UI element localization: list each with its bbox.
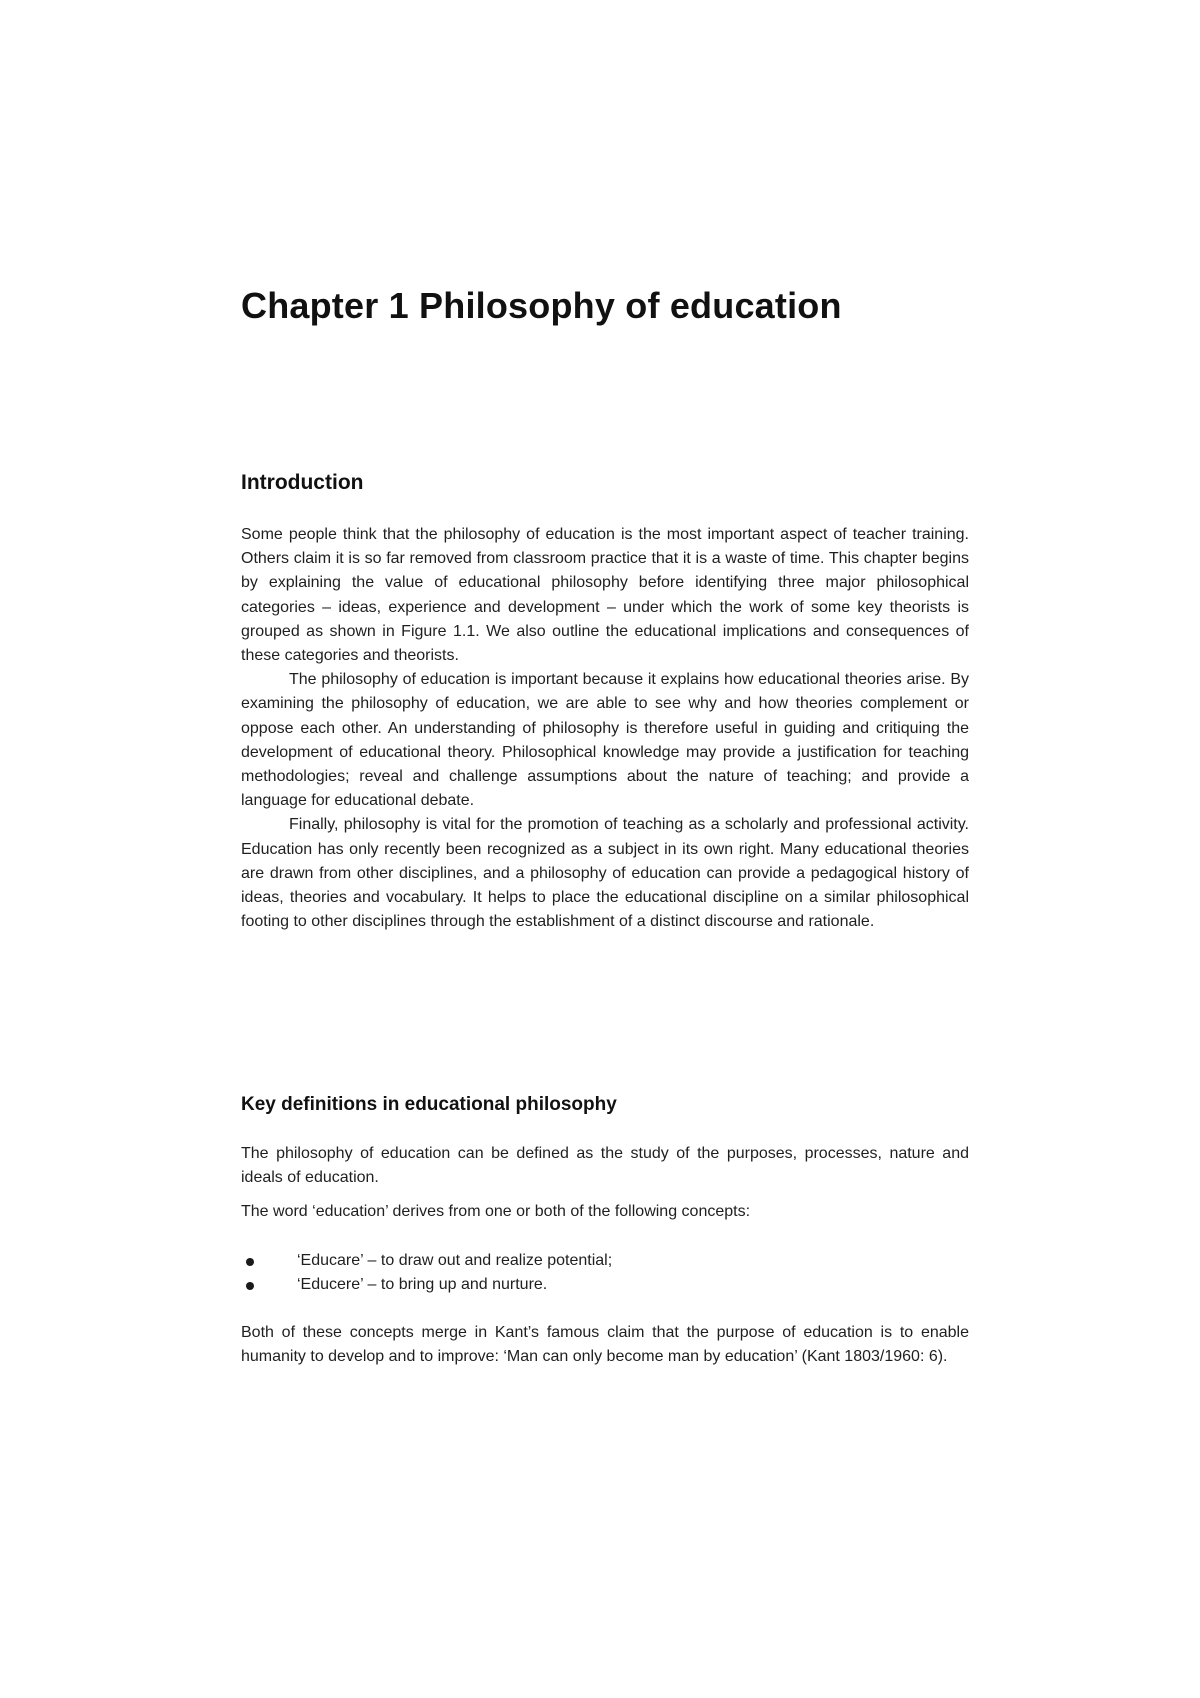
concept-educere: ‘Educere’ – to bring up and nurture. (297, 1275, 548, 1293)
chapter-title: Chapter 1 Philosophy of education (241, 285, 842, 326)
concept-educare: ‘Educare’ – to draw out and realize potential; (297, 1251, 613, 1269)
definition-paragraph: The philosophy of education can be defined as the study of the purposes, processes, nature and ideals of education. (241, 1145, 969, 1187)
introduction-heading: Introduction (241, 471, 364, 494)
list-item (241, 1273, 969, 1297)
introduction-paragraph-3: Finally, philosophy is vital for the promotion of teaching as a scholarly and professional activity. Education has only recently been recognized as a subject in its own right. Many educational theories are drawn from other disciplines, and a philosophy of education can provide a pedagogical history of ideas, theories and vocabulary. It helps to place the educational discipline on a similar philosophical footing to other disciplines through the establishment of a distinct discourse and rationale. (241, 816, 969, 931)
concept-list (241, 1249, 969, 1297)
key-definitions-body (241, 1142, 969, 1369)
word-origin-paragraph: The word ‘education’ derives from one or both of the following concepts: (241, 1203, 751, 1221)
kant-paragraph: Both of these concepts merge in Kant’s famous claim that the purpose of education is to enable humanity to develop and to improve: ‘Man can only become man by education’ (Kant 1803/1960: 6). (241, 1324, 969, 1366)
introduction-paragraph-2: The philosophy of education is important because it explains how educational theories arise. By examining the philosophy of education, we are able to see why and how theories complement or oppose each other. An understanding of philosophy is therefore useful in guiding and critiquing the development of educational theory. Philosophical knowledge may provide a justification for teaching methodologies; reveal and challenge assumptions about the nature of teaching; and provide a language for educational debate. (241, 671, 969, 810)
bullet-icon (246, 1258, 254, 1266)
list-item (241, 1249, 969, 1273)
key-definitions-heading: Key definitions in educational philosophy (241, 1094, 617, 1115)
introduction-body (241, 523, 969, 934)
bullet-icon (246, 1282, 254, 1290)
introduction-paragraph-1: Some people think that the philosophy of education is the most important aspect of teacher training. Others claim it is so far removed from classroom practice that it is a waste of time. This chapter begins by explaining the value of educational philosophy before identifying three major philosophical categories – ideas, experience and development – under which the work of some key theorists is grouped as shown in Figure 1.1. We also outline the educational implications and consequences of these categories and theorists. (241, 526, 969, 665)
